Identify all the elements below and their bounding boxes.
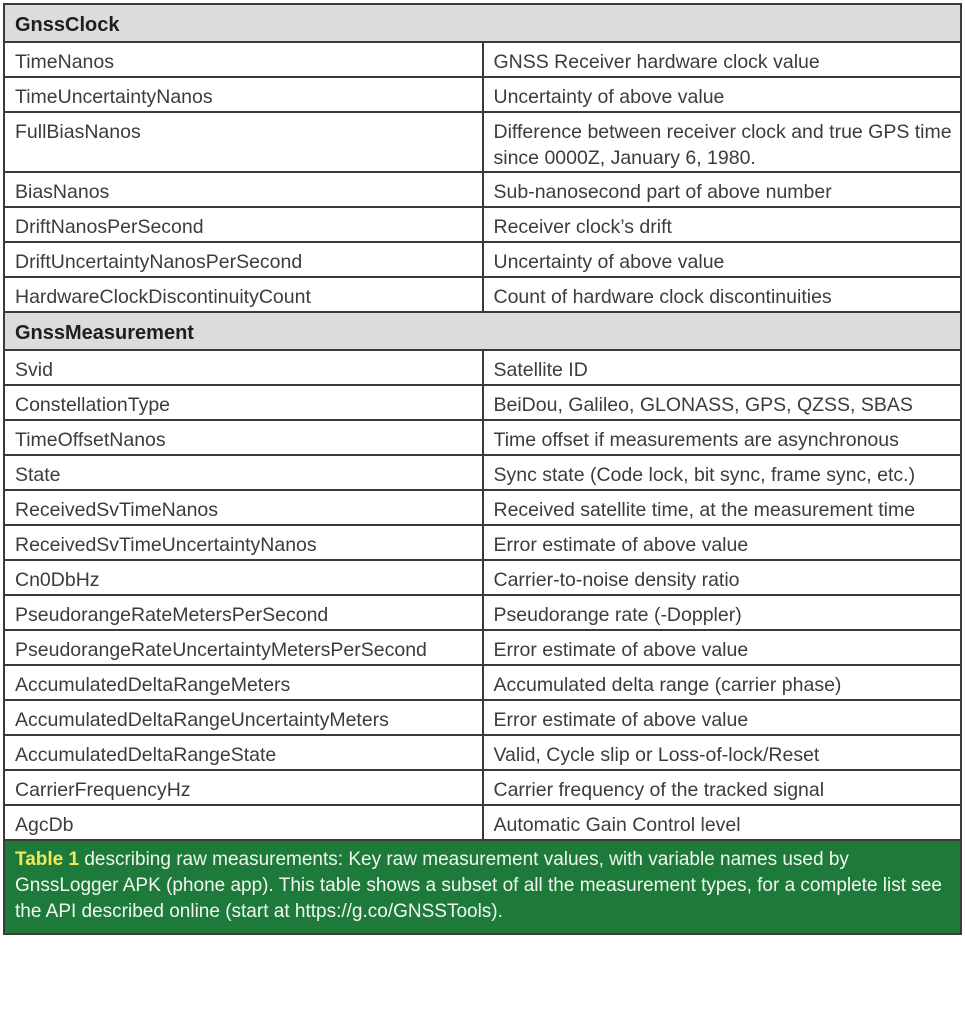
section-header-gnssmeasurement: [4, 312, 961, 350]
field-description: Accumulated delta range (carrier phase): [483, 665, 962, 700]
field-description: Sub-nanosecond part of above number: [483, 172, 962, 207]
section-title: GnssMeasurement: [4, 312, 961, 350]
table-row: [4, 560, 961, 595]
field-description: Time offset if measurements are asynchronous: [483, 420, 962, 455]
field-name: HardwareClockDiscontinuityCount: [4, 277, 483, 312]
field-name: BiasNanos: [4, 172, 483, 207]
table-row: [4, 42, 961, 77]
field-description: Uncertainty of above value: [483, 242, 962, 277]
section-title: GnssClock: [4, 4, 961, 42]
table-row: [4, 207, 961, 242]
field-description: Carrier frequency of the tracked signal: [483, 770, 962, 805]
field-description: Pseudorange rate (-Doppler): [483, 595, 962, 630]
caption-text: describing raw measurements: Key raw measurement values, with variable names used by GnssLogger APK (phone app). This table shows a subset of all the measurement types, for a complete list see the API described online (start at https://g.co/GNSSTools).: [15, 849, 942, 922]
field-name: DriftUncertaintyNanosPerSecond: [4, 242, 483, 277]
field-name: AccumulatedDeltaRangeMeters: [4, 665, 483, 700]
field-name: PseudorangeRateMetersPerSecond: [4, 595, 483, 630]
field-name: TimeUncertaintyNanos: [4, 77, 483, 112]
field-description: Carrier-to-noise density ratio: [483, 560, 962, 595]
table-row: [4, 112, 961, 172]
field-name: ReceivedSvTimeNanos: [4, 490, 483, 525]
field-description: Error estimate of above value: [483, 630, 962, 665]
table-row: [4, 242, 961, 277]
field-description: Valid, Cycle slip or Loss-of-lock/Reset: [483, 735, 962, 770]
field-name: State: [4, 455, 483, 490]
table-row: [4, 665, 961, 700]
section-header-gnssclock: [4, 4, 961, 42]
field-name: Svid: [4, 350, 483, 385]
field-name: Cn0DbHz: [4, 560, 483, 595]
field-name: PseudorangeRateUncertaintyMetersPerSecond: [4, 630, 483, 665]
table-row: [4, 77, 961, 112]
field-name: ConstellationType: [4, 385, 483, 420]
table-row: [4, 630, 961, 665]
table-row: [4, 735, 961, 770]
table-row: [4, 385, 961, 420]
field-name: CarrierFrequencyHz: [4, 770, 483, 805]
table-row: [4, 525, 961, 560]
table-row: [4, 770, 961, 805]
field-description: Error estimate of above value: [483, 700, 962, 735]
field-description: GNSS Receiver hardware clock value: [483, 42, 962, 77]
field-description: Receiver clock’s drift: [483, 207, 962, 242]
field-description: Sync state (Code lock, bit sync, frame sync, etc.): [483, 455, 962, 490]
table-row: [4, 595, 961, 630]
caption-label: Table 1: [15, 849, 80, 870]
field-description: Difference between receiver clock and true GPS time since 0000Z, January 6, 1980.: [483, 112, 962, 172]
field-name: AccumulatedDeltaRangeUncertaintyMeters: [4, 700, 483, 735]
field-name: DriftNanosPerSecond: [4, 207, 483, 242]
field-name: AccumulatedDeltaRangeState: [4, 735, 483, 770]
field-name: ReceivedSvTimeUncertaintyNanos: [4, 525, 483, 560]
field-description: Satellite ID: [483, 350, 962, 385]
field-description: BeiDou, Galileo, GLONASS, GPS, QZSS, SBAS: [483, 385, 962, 420]
raw-measurements-table: [3, 3, 962, 841]
table-row: [4, 350, 961, 385]
table-row: [4, 172, 961, 207]
field-description: Received satellite time, at the measurement time: [483, 490, 962, 525]
field-description: Uncertainty of above value: [483, 77, 962, 112]
table-row: [4, 805, 961, 840]
field-name: FullBiasNanos: [4, 112, 483, 172]
table-row: [4, 700, 961, 735]
table-caption: [3, 841, 962, 935]
gnss-table-figure: [3, 3, 962, 935]
table-row: [4, 277, 961, 312]
field-name: TimeOffsetNanos: [4, 420, 483, 455]
table-row: [4, 420, 961, 455]
field-description: Count of hardware clock discontinuities: [483, 277, 962, 312]
field-name: TimeNanos: [4, 42, 483, 77]
field-description: Error estimate of above value: [483, 525, 962, 560]
table-row: [4, 490, 961, 525]
field-name: AgcDb: [4, 805, 483, 840]
field-description: Automatic Gain Control level: [483, 805, 962, 840]
table-row: [4, 455, 961, 490]
